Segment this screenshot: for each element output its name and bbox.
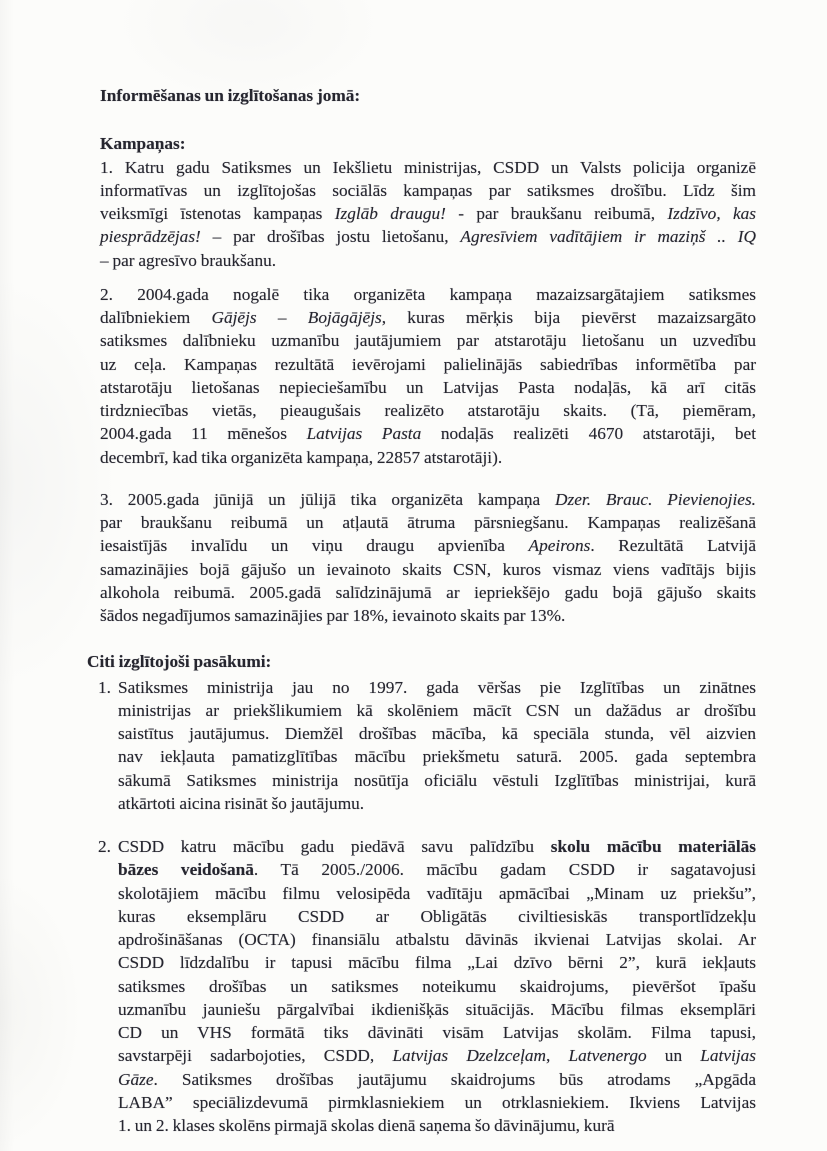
text-line: šādos negadījumos samazinājies par 18%, ievainoto skaits par 13%. — [100, 606, 566, 625]
text-line: CSDD līdzdalību ir tapusi mācību filma „Lai dzīvo bērni 2”, kurā iekļauts — [118, 953, 756, 973]
text-line: informatīvas un izglītojošas sociālās kampaņas par satiksmes drošību. Līdz šim — [100, 180, 756, 200]
text-line: 1. Katru gadu Satiksmes un Iekšlietu ministrijas, CSDD un Valsts policija organizē — [100, 157, 756, 177]
text-line: 2. 2004.gada nogalē tika organizēta kampaņa mazaizsargātajiem satiksmes — [100, 284, 756, 304]
text-line: decembrī, kad tika organizēta kampaņa, 22857 atstarotāji). — [100, 447, 503, 467]
text-line: uzmanību jauniešu pārgalvībai ikdienišķās situācijās. Mācību filmas eksemplāri — [118, 999, 756, 1019]
text-line: kuras eksemplāru CSDD ar Obligātās civiltiesiskās transportlīdzekļu — [118, 906, 756, 926]
text-line: skolotājiem mācību filmu velosipēda vadītāju apmācībai „Minam uz priekšu”, — [118, 883, 756, 903]
text-line: LABA” speciālizdevumā pirmklasniekiem un otrklasniekiem. Ikviens Latvijas — [118, 1092, 756, 1112]
subsection-heading-citi-pasakumi — [87, 650, 756, 673]
text-line: bāzes veidošanā. Tā 2005./2006. mācību gadam CSDD ir sagatavojusi — [118, 860, 756, 880]
text-line: nav iekļauta pamatizglītības mācību priekšmetu saturā. 2005. gada septembra — [118, 747, 756, 767]
text-line: ministrijas ar priekšlikumiem kā skolēniem mācīt CSN un dažādus ar drošību — [118, 700, 756, 720]
paragraph-campaign-1 — [100, 156, 756, 272]
text-line: veiksmīgi īstenotas kampaņas Izglāb draugu! - par braukšanu reibumā, Izdzīvo, kas — [100, 204, 756, 223]
text-line: uz ceļa. Kampaņas rezultātā ievērojami palielinājās sabiedrības informētība par — [100, 354, 756, 374]
text-line: atkārtoti aicina risināt šo jautājumu. — [118, 793, 365, 813]
paragraph-campaign-2 — [100, 283, 756, 469]
text-line: atstarotāju lietošanas nepieciešamību un Latvijas Pasta nodaļās, kā arī citās — [100, 377, 756, 397]
list-number: 2. — [98, 837, 111, 856]
paragraph-campaign-3 — [100, 488, 756, 628]
list-item-2 — [100, 835, 756, 1137]
text-line: tirdzniecības vietās, pieaugušais realizēto atstarotāju skaits. (Tā, piemēram, — [100, 401, 756, 420]
text-line: apdrošināšanas (OCTA) finansiālu atbalstu dāvinās ikvienai Latvijas skolai. Ar — [118, 930, 756, 949]
text-line: – par agresīvo braukšanu. — [100, 250, 277, 270]
text-line: 2004.gada 11 mēnešos Latvijas Pasta nodaļās realizēti 4670 atstarotāji, bet — [100, 424, 756, 444]
text-line: savstarpēji sadarbojoties, CSDD, Latvijas Dzelzceļam, Latvenergo un Latvijas — [118, 1046, 756, 1066]
text-line: saistītus jautājumus. Diemžēl drošības mācība, kā speciāla stunda, vēl aizvien — [118, 724, 756, 743]
text-line: piesprādzējas! – par drošības jostu lietošanu, Agresīviem vadītājiem ir maziņš .. IQ — [100, 227, 756, 247]
text-line: samazinājies bojā gājušo un ievainoto skaits CSN, kuros vismaz viens vadītājs bijis — [100, 559, 756, 579]
text-line: 3. 2005.gada jūnijā un jūlijā tika organizēta kampaņa Dzer. Brauc. Pievienojies. — [100, 489, 756, 509]
list-number: 1. — [98, 677, 111, 697]
text-line: iesaistījās invalīdu un viņu draugu apvienība Apeirons. Rezultātā Latvijā — [100, 536, 757, 556]
text-line: satiksmes drošības un satiksmes noteikumu skaidrojums, pievēršot īpašu — [118, 976, 756, 996]
text-line: CSDD katru mācību gadu piedāvā savu palīdzību skolu mācību materiālās — [118, 837, 757, 856]
text-line: Satiksmes ministrija jau no 1997. gada vēršas pie Izglītības un zinātnes — [118, 677, 756, 697]
text-line: dalībniekiem Gājējs – Bojāgājējs, kuras mērķis bija pievērst mazaizsargāto — [100, 308, 756, 327]
text-line: satiksmes dalībnieku uzmanību jautājumiem par atstarotāju lietošanu un uzvedību — [100, 331, 756, 351]
text-line: 1. un 2. klases skolēns pirmajā skolas dienā saņema šo dāvinājumu, kurā — [118, 1116, 615, 1135]
text-line: Citi izglītojoši pasākumi: — [87, 652, 272, 672]
text-line: CD un VHS formātā tiks dāvināti visām Latvijas skolām. Filma tapusi, — [118, 1023, 756, 1042]
text-line: par braukšanu reibumā un atļautā ātruma pārsniegšanu. Kampaņas realizēšanā — [100, 513, 756, 532]
section-heading — [100, 84, 756, 107]
list-item-1 — [100, 676, 756, 816]
document-body — [87, 84, 757, 1137]
text-line: Kampaņas: — [100, 134, 186, 154]
text-line: Gāze. Satiksmes drošības jautājumu skaidrojums būs atrodams „Apgāda — [118, 1069, 756, 1089]
text-line: sākumā Satiksmes ministrija nosūtīja oficiālu vēstuli Izglītības ministrijai, kurā — [118, 770, 756, 790]
subsection-heading-kampanas — [100, 132, 756, 155]
text-line: alkohola reibumā. 2005.gadā salīdzinājumā ar iepriekšējo gadu bojā gājušo skaits — [100, 582, 756, 602]
text-line: Informēšanas un izglītošanas jomā: — [100, 86, 361, 105]
